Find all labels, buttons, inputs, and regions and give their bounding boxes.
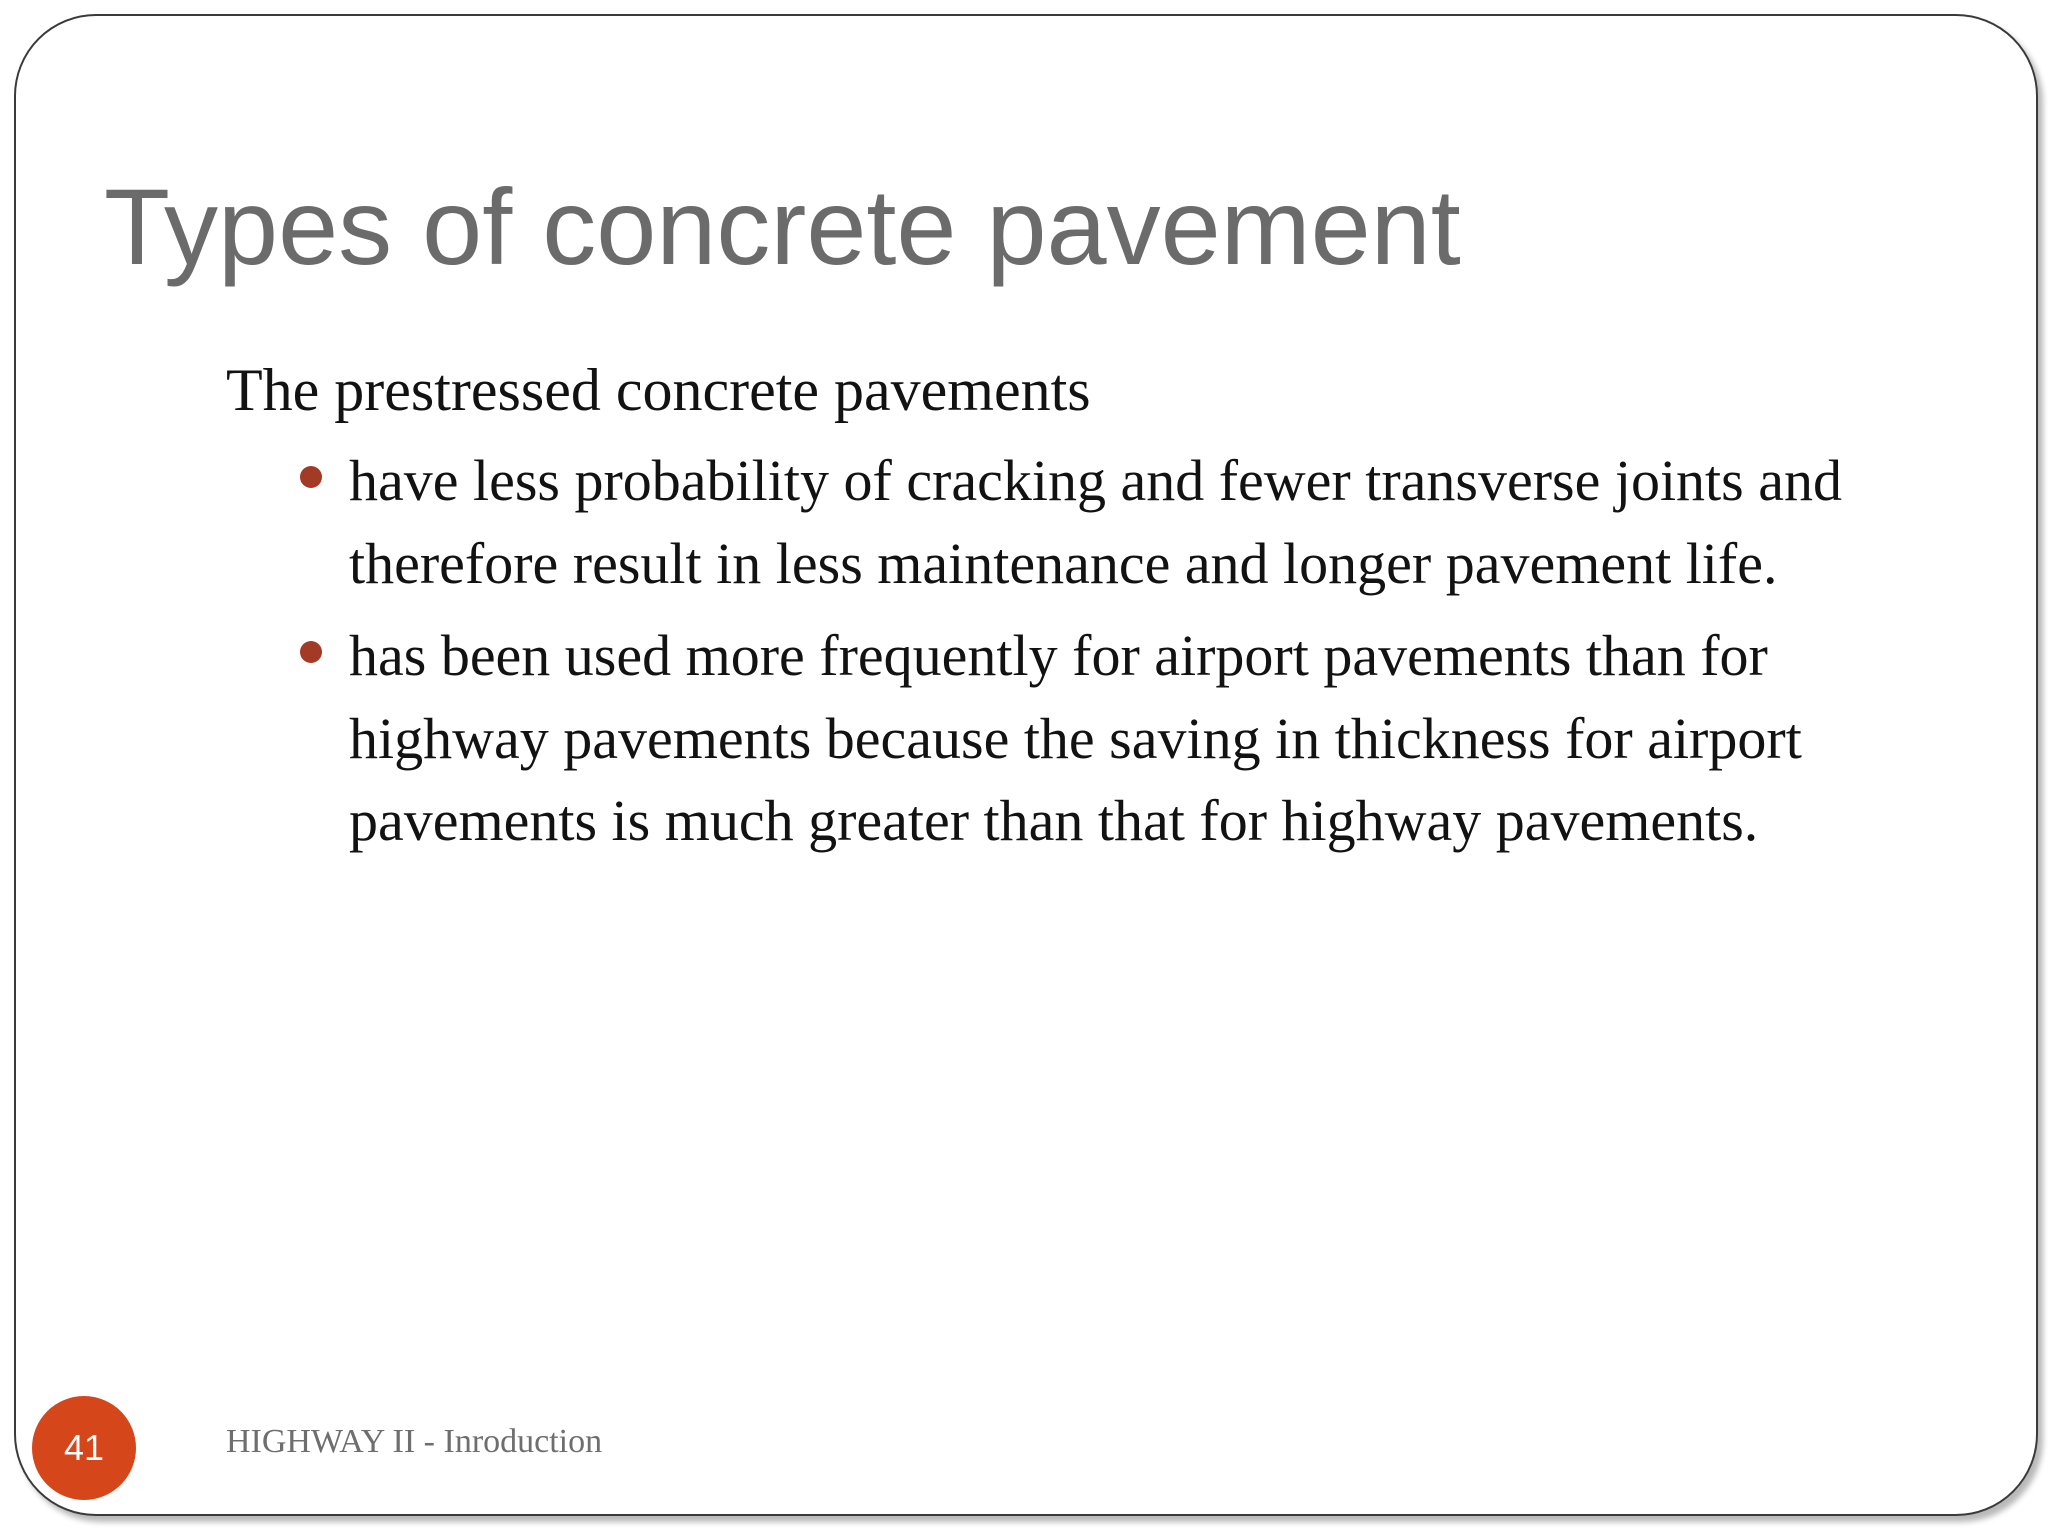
bullet-icon (300, 466, 322, 488)
bullet-item (226, 615, 1926, 863)
page-number-badge: 41 (32, 1396, 136, 1500)
lead-text: The prestressed concrete pavements (226, 357, 1091, 423)
bullet-list (226, 440, 1926, 863)
slide-body (226, 350, 1926, 873)
bullet-text: has been used more frequently for airport pavements than for highway pavements because the saving in thickness for airport pavements is much greater than that for highway pavements. (349, 623, 1802, 853)
footer-text: HIGHWAY II - Inroduction (226, 1423, 603, 1460)
bullet-text: have less probability of cracking and fewer transverse joints and therefore result in less maintenance and longer pavement life. (349, 448, 1842, 596)
bullet-icon (300, 641, 322, 663)
bullet-item (226, 440, 1926, 605)
slide-title: Types of concrete pavement (104, 166, 1461, 287)
